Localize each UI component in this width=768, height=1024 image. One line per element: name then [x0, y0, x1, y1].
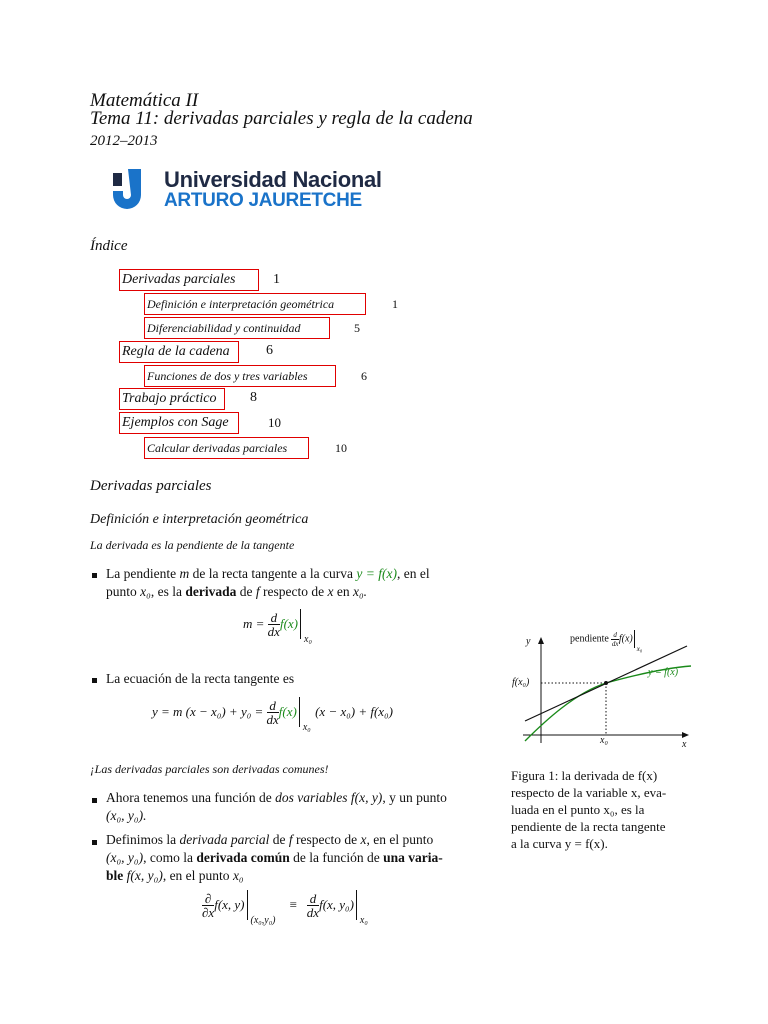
equation-partial-derivative: $\frac{\partial}{\partial x}$ f(x, y) (x₀,y₀) ≡ $\frac{d}{dx}$ f(x, y₀) x₀ [202, 890, 368, 926]
y-axis-label: y [526, 636, 531, 647]
equation-tangent-line: y = m (x − x₀) + y₀ = $\frac{d}{dx}$ f(x) x₀ (x − x₀) + f(x₀) [152, 697, 393, 733]
paragraph-heading: ¡Las derivadas parciales son derivadas comunes! [90, 762, 329, 776]
subsection-title: Definición e interpretación geométrica [90, 512, 309, 527]
fx0-label: f(x₀) [512, 677, 530, 688]
bullet-text: La pendiente m de la recta tangente a la curva y = f(x), en el punto x₀, es la derivada de f respecto de x en x₀. [106, 566, 430, 599]
logo-line1: Universidad Nacional [164, 167, 382, 192]
academic-year: 2012–2013 [90, 133, 158, 149]
university-logo [110, 165, 380, 215]
x-axis-label: x [682, 739, 687, 750]
toc-page: 10 [268, 415, 281, 430]
bullet-marker [92, 840, 97, 845]
bullet-text: Definimos la derivada parcial de f respecto de x, en el punto (x₀, y₀), como la derivada común de la función de una varia- ble f(x, y₀), en el punto x₀ [106, 832, 443, 883]
toc-page: 6 [266, 343, 273, 358]
toc-link-regla-cadena[interactable]: Regla de la cadena [119, 341, 239, 363]
x-axis-arrow-icon [682, 732, 689, 738]
bullet-text: La ecuación de la recta tangente es [106, 671, 295, 686]
toc-page: 5 [354, 321, 360, 335]
toc-page: 8 [250, 390, 257, 405]
topic-title: Tema 11: derivadas parciales y regla de la cadena [90, 108, 473, 129]
curve-formula: y = f(x) [356, 566, 397, 581]
bullet-marker [92, 573, 97, 578]
equation-derivative: m = $\frac{d}{dx}$ f(x) x₀ [243, 609, 312, 645]
tangent-point [604, 681, 608, 685]
toc-link-funciones[interactable]: Funciones de dos y tres variables [144, 365, 336, 387]
toc-heading: Índice [90, 238, 128, 254]
bullet-marker [92, 678, 97, 683]
toc-page: 1 [392, 297, 398, 311]
curve-label: y = f(x) [648, 667, 679, 678]
toc-link-diferenciabilidad[interactable]: Diferenciabilidad y continuidad [144, 317, 330, 339]
logo-line2: ARTURO JAURETCHE [164, 190, 362, 211]
paragraph-heading: La derivada es la pendiente de la tangente [90, 538, 295, 552]
y-axis-arrow-icon [538, 637, 544, 644]
course-title: Matemática II [90, 90, 199, 111]
toc-page: 1 [273, 272, 280, 287]
bullet-marker [92, 798, 97, 803]
toc-page: 6 [361, 369, 367, 383]
section-title: Derivadas parciales [90, 478, 212, 494]
toc-page: 10 [335, 441, 347, 455]
toc-link-definicion[interactable]: Definición e interpretación geométrica [144, 293, 366, 315]
university-logo-mark [110, 165, 160, 215]
figure-caption: Figura 1: la derivada de f(x) respecto de la variable x, eva- luada en el punto x₀, es la pendiente de la recta tangente a la curva y = f(x). [511, 768, 667, 851]
toc-link-calcular[interactable]: Calcular derivadas parciales [144, 437, 309, 459]
toc-link-ejemplos-sage[interactable]: Ejemplos con Sage [119, 412, 239, 434]
bullet-text: Ahora tenemos una función de dos variables f(x, y), y un punto (x₀, y₀). [106, 790, 447, 823]
toc-link-trabajo-practico[interactable]: Trabajo práctico [119, 388, 225, 410]
toc-link-derivadas-parciales[interactable]: Derivadas parciales [119, 269, 259, 291]
tangent-slope-label: pendiente $\frac{d}{dx}$ f(x) x₀ [570, 630, 643, 653]
x0-label: x₀ [600, 735, 608, 746]
